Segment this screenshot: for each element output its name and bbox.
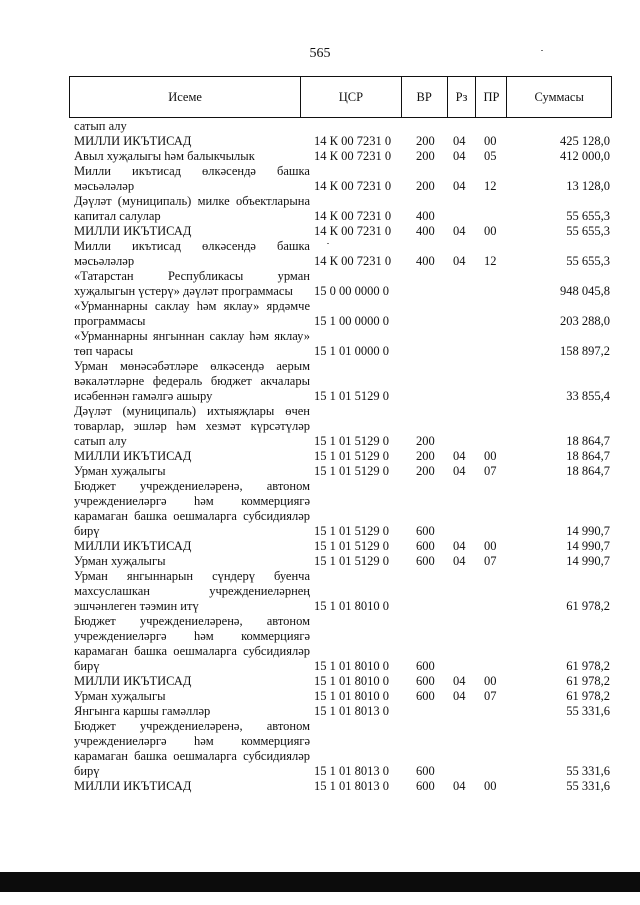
cell-pr: 12 <box>484 254 497 268</box>
cell-sum: 14 990,7 <box>566 524 610 538</box>
cell-sum: 61 978,2 <box>566 674 610 688</box>
cell-csr: 14 К 00 7231 0 <box>314 134 392 148</box>
cell-csr: 15 1 01 8010 0 <box>314 674 389 688</box>
table-row <box>69 404 612 449</box>
cell-csr: 15 1 01 8013 0 <box>314 779 389 793</box>
header-name: Исеме <box>70 77 301 117</box>
cell-rz: 04 <box>453 539 466 553</box>
cell-sum: 55 331,6 <box>566 779 610 793</box>
table-row <box>69 134 612 149</box>
cell-sum: 55 655,3 <box>566 209 610 223</box>
cell-rz: 04 <box>453 254 466 268</box>
cell-vr: 200 <box>416 134 435 148</box>
cell-vr: 400 <box>416 254 435 268</box>
cell-rz: 04 <box>453 449 466 463</box>
table-row <box>69 164 612 194</box>
table-row <box>69 554 612 569</box>
table-row <box>69 269 612 299</box>
cell-rz: 04 <box>453 464 466 478</box>
table-row <box>69 464 612 479</box>
scan-speck <box>327 243 329 244</box>
table-row <box>69 299 612 329</box>
table-row <box>69 359 612 404</box>
cell-vr: 600 <box>416 554 435 568</box>
cell-name: «Урманнарны саклау һәм яклау» ярдәмче программасы <box>74 299 310 328</box>
cell-name: Бюджет учреждениеләренә, автоном учреждениеләргә һәм коммерциягә карамаган башка оешмаларга субсидияләр бирү <box>74 479 310 538</box>
cell-sum: 14 990,7 <box>566 554 610 568</box>
cell-name: Бюджет учреждениеләренә, автоном учреждениеләргә һәм коммерциягә карамаган башка оешмаларга субсидияләр бирү <box>74 719 310 778</box>
cell-csr: 14 К 00 7231 0 <box>314 179 392 193</box>
table-header <box>69 76 612 118</box>
cell-name: МИЛЛИ ИКЪТИСАД <box>74 134 192 148</box>
cell-rz: 04 <box>453 179 466 193</box>
cell-vr: 200 <box>416 434 435 448</box>
cell-pr: 12 <box>484 179 497 193</box>
cell-csr: 15 1 01 0000 0 <box>314 344 389 358</box>
cell-csr: 15 1 01 5129 0 <box>314 449 389 463</box>
table-row <box>69 689 612 704</box>
cell-pr: 07 <box>484 464 497 478</box>
cell-pr: 00 <box>484 449 497 463</box>
cell-name: «Татарстан Республикасы урман хуҗалыгын үстерү» дәүләт программасы <box>74 269 310 298</box>
cell-csr: 15 1 01 8010 0 <box>314 659 389 673</box>
table-row <box>69 149 612 164</box>
cell-name: Урман хуҗалыгы <box>74 554 166 568</box>
cell-rz: 04 <box>453 689 466 703</box>
scan-speck <box>541 50 543 51</box>
cell-sum: 13 128,0 <box>566 179 610 193</box>
scan-bottom-edge <box>0 872 640 892</box>
cell-name: «Урманнарны янгыннан саклау һәм яклау» төп чарасы <box>74 329 310 358</box>
table-row <box>69 614 612 674</box>
cell-pr: 00 <box>484 674 497 688</box>
cell-vr: 400 <box>416 209 435 223</box>
cell-vr: 600 <box>416 764 435 778</box>
cell-sum: 14 990,7 <box>566 539 610 553</box>
cell-sum: 61 978,2 <box>566 599 610 613</box>
cell-pr: 07 <box>484 689 497 703</box>
cell-csr: 15 1 01 5129 0 <box>314 554 389 568</box>
cell-name: Дәүләт (муниципаль) ихтыяҗлары өчен товарлар, эшләр һәм хезмәт күрсәтүләр сатып алу <box>74 404 310 448</box>
cell-pr: 00 <box>484 134 497 148</box>
cell-sum: 18 864,7 <box>566 434 610 448</box>
cell-sum: 948 045,8 <box>560 284 610 298</box>
table-row <box>69 329 612 359</box>
cell-name: Милли икътисад өлкәсендә башка мәсьәләләр <box>74 239 310 268</box>
cell-vr: 200 <box>416 464 435 478</box>
page-number: 565 <box>309 46 331 61</box>
table-row <box>69 704 612 719</box>
header-pr: ПР <box>476 77 507 117</box>
cell-vr: 600 <box>416 539 435 553</box>
table-row <box>69 479 612 539</box>
cell-csr: 15 1 01 5129 0 <box>314 524 389 538</box>
table-row <box>69 224 612 239</box>
cell-csr: 15 1 01 8010 0 <box>314 689 389 703</box>
cell-vr: 400 <box>416 224 435 238</box>
cell-csr: 15 1 01 8010 0 <box>314 599 389 613</box>
cell-name: МИЛЛИ ИКЪТИСАД <box>74 224 192 238</box>
cell-name: МИЛЛИ ИКЪТИСАД <box>74 779 192 793</box>
table-row <box>69 119 612 134</box>
cell-csr: 15 0 00 0000 0 <box>314 284 389 298</box>
cell-rz: 04 <box>453 554 466 568</box>
cell-name: Янгынга каршы гамәлләр <box>74 704 211 718</box>
cell-csr: 14 К 00 7231 0 <box>314 209 392 223</box>
cell-pr: 00 <box>484 224 497 238</box>
cell-pr: 00 <box>484 779 497 793</box>
header-vr: ВР <box>402 77 448 117</box>
cell-vr: 200 <box>416 449 435 463</box>
cell-vr: 200 <box>416 149 435 163</box>
cell-sum: 61 978,2 <box>566 659 610 673</box>
cell-sum: 55 331,6 <box>566 704 610 718</box>
cell-csr: 14 К 00 7231 0 <box>314 149 392 163</box>
cell-sum: 18 864,7 <box>566 464 610 478</box>
cell-pr: 00 <box>484 539 497 553</box>
cell-name: Урман хуҗалыгы <box>74 689 166 703</box>
cell-vr: 600 <box>416 674 435 688</box>
cell-name: Милли икътисад өлкәсендә башка мәсьәләләр <box>74 164 310 193</box>
cell-csr: 15 1 01 8013 0 <box>314 704 389 718</box>
cell-sum: 33 855,4 <box>566 389 610 403</box>
table-row <box>69 569 612 614</box>
cell-sum: 61 978,2 <box>566 689 610 703</box>
cell-name: Урман мөнәсәбәтләре өлкәсендә аерым вәкаләтләрне федераль бюджет акчалары исәбеннән гамәлгә ашыру <box>74 359 310 403</box>
cell-csr: 15 1 01 8013 0 <box>314 764 389 778</box>
cell-rz: 04 <box>453 134 466 148</box>
cell-name: Урман хуҗалыгы <box>74 464 166 478</box>
cell-vr: 600 <box>416 689 435 703</box>
cell-vr: 600 <box>416 779 435 793</box>
cell-pr: 07 <box>484 554 497 568</box>
table-row <box>69 449 612 464</box>
cell-sum: 425 128,0 <box>560 134 610 148</box>
cell-pr: 05 <box>484 149 497 163</box>
cell-sum: 55 655,3 <box>566 254 610 268</box>
header-sum: Суммасы <box>534 89 584 104</box>
cell-name: Дәүләт (муниципаль) милке объектларына капитал салулар <box>74 194 310 223</box>
table-row <box>69 539 612 554</box>
header-rz: Рз <box>448 77 477 117</box>
table-row <box>69 674 612 689</box>
cell-name: МИЛЛИ ИКЪТИСАД <box>74 449 192 463</box>
table-row <box>69 194 612 224</box>
header-csr: ЦСР <box>301 77 402 117</box>
table-body <box>69 119 612 794</box>
cell-name: Урман янгыннарын сүндерү буенча махсуслашкан учреждениеләрнең эшчәнлеген тәэмин итү <box>74 569 310 613</box>
cell-sum: 55 331,6 <box>566 764 610 778</box>
cell-vr: 200 <box>416 179 435 193</box>
cell-rz: 04 <box>453 674 466 688</box>
table-row <box>69 779 612 794</box>
cell-vr: 600 <box>416 524 435 538</box>
cell-name: Авыл хуҗалыгы һәм балыкчылык <box>74 149 255 163</box>
cell-rz: 04 <box>453 779 466 793</box>
cell-csr: 15 1 01 5129 0 <box>314 464 389 478</box>
cell-name: МИЛЛИ ИКЪТИСАД <box>74 674 192 688</box>
cell-sum: 158 897,2 <box>560 344 610 358</box>
cell-rz: 04 <box>453 224 466 238</box>
cell-name: Бюджет учреждениеләренә, автоном учреждениеләргә һәм коммерциягә карамаган башка оешмаларга субсидияләр бирү <box>74 614 310 673</box>
cell-csr: 15 1 01 5129 0 <box>314 539 389 553</box>
cell-rz: 04 <box>453 149 466 163</box>
cell-csr: 15 1 01 5129 0 <box>314 389 389 403</box>
cell-csr: 15 1 01 5129 0 <box>314 434 389 448</box>
cell-vr: 600 <box>416 659 435 673</box>
cell-sum: 55 655,3 <box>566 224 610 238</box>
cell-name: МИЛЛИ ИКЪТИСАД <box>74 539 192 553</box>
cell-name: сатып алу <box>74 119 127 133</box>
cell-csr: 14 К 00 7231 0 <box>314 254 392 268</box>
cell-csr: 14 К 00 7231 0 <box>314 224 392 238</box>
cell-sum: 412 000,0 <box>560 149 610 163</box>
cell-sum: 18 864,7 <box>566 449 610 463</box>
table-row <box>69 239 612 269</box>
cell-csr: 15 1 00 0000 0 <box>314 314 389 328</box>
table-row <box>69 719 612 779</box>
cell-sum: 203 288,0 <box>560 314 610 328</box>
